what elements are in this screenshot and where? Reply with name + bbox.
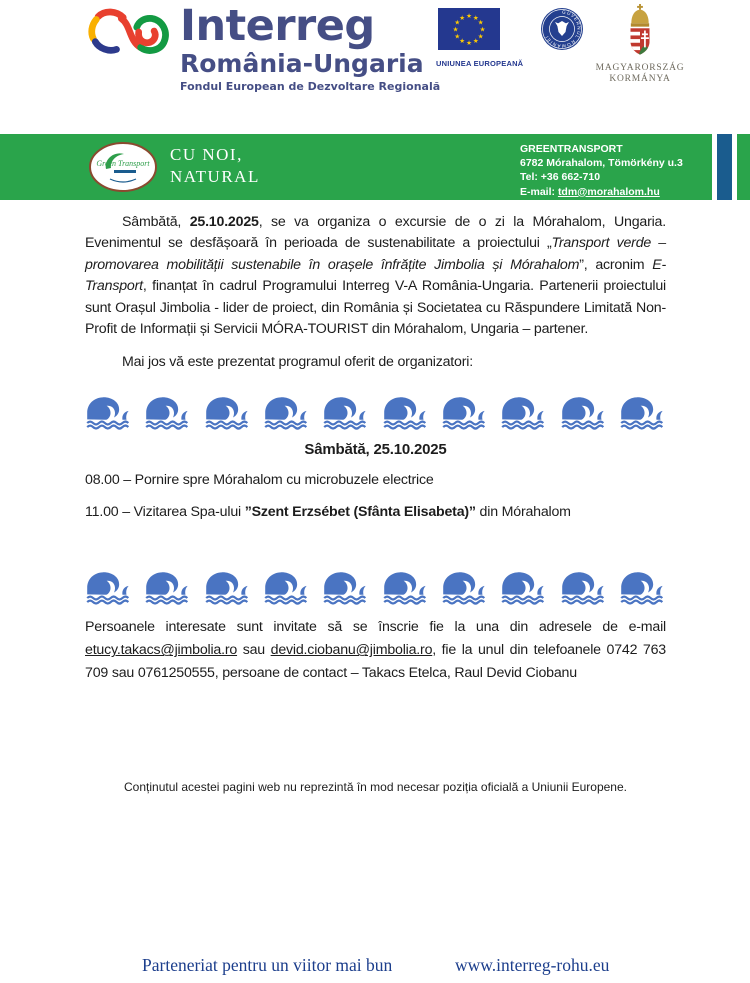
interreg-logo-icon (84, 6, 176, 60)
registration-paragraph (85, 616, 666, 685)
svg-text:★: ★ (477, 32, 484, 41)
org-email-link[interactable]: tdm@morahalom.hu (557, 185, 660, 198)
org-name: GREENTRANSPORT (520, 143, 623, 155)
hu-caption-line2: KORMÁNYA (609, 74, 671, 84)
svg-text:★: ★ (466, 39, 472, 47)
text-segment: , fie la unul din telefoanele 0742 763 709 sau 0761250555, persoane de contact – Takacs Etelca, Raul Devid Ciobanu (85, 642, 666, 682)
wave-row-1 (85, 388, 666, 434)
svg-text:★: ★ (459, 37, 466, 46)
text-segment: Persoanele interesate sunt invitate să se înscrie fie la una din adresele de e-mail (85, 619, 666, 636)
banner-stripe-gap-right (732, 134, 737, 200)
wave-icon (619, 390, 666, 434)
wave-icon (382, 390, 429, 434)
guvernul-romaniei-seal-icon (540, 7, 584, 51)
svg-text:★: ★ (454, 18, 461, 27)
eu-caption: UNIUNEA EUROPEANĂ (436, 59, 524, 68)
text-segment: Sâmbătă, (122, 214, 190, 230)
banner-contact-block (520, 142, 683, 199)
svg-text:Green Transport: Green Transport (96, 159, 150, 168)
svg-text:★: ★ (466, 12, 472, 20)
eu-disclaimer: Conținutul acestei pagini web nu reprezintă în mod necesar poziția oficială a Uniunii Europene. (124, 780, 627, 794)
interreg-wordmark (180, 2, 440, 94)
svg-text:★: ★ (452, 25, 459, 34)
footer-partnership-text: Parteneriat pentru un viitor mai bun (142, 955, 393, 975)
email-link[interactable]: devid.ciobanu@jimbolia.ro (270, 642, 433, 659)
wave-icon (441, 390, 488, 434)
wave-icon (144, 565, 191, 609)
banner-accent-stripe (717, 134, 732, 200)
interreg-title: Interreg (180, 1, 375, 51)
wave-icon (322, 565, 369, 609)
green-banner (0, 134, 750, 200)
wave-icon (85, 565, 132, 609)
svg-text:★: ★ (472, 13, 479, 22)
svg-text:★: ★ (472, 37, 479, 46)
text-segment: 08.00 – Pornire spre Mórahalom cu microbuzele electrice (85, 472, 434, 489)
wave-icon (619, 565, 666, 609)
hu-caption-line1: MAGYARORSZÁG (595, 63, 685, 73)
interreg-subtitle: România-Ungaria (180, 49, 424, 78)
wave-icon (263, 390, 310, 434)
text-segment: , finanțat în cadrul Programului Interreg V-A România-Ungaria. Partenerii proiectului sunt Orașul Jimbolia - lider de proiect, din România și Societatea cu Răspundere Limitată Non-Profit de Informații și Servicii MÓRA-TOURIST din Mórahalom, Ungaria – partener. (85, 278, 666, 338)
eu-flag-icon (438, 8, 500, 50)
wave-icon (500, 390, 547, 434)
wave-icon (560, 390, 607, 434)
program-item-1 (85, 470, 666, 491)
wave-icon (382, 565, 429, 609)
svg-text:GUVERNUL ROMÂNIEI: GUVERNUL ROMÂNIEI (544, 9, 582, 49)
org-phone: Tel: +36 662-710 (520, 171, 601, 184)
wave-row-2 (85, 563, 666, 609)
text-segment: Transport verde – promovarea mobilității sustenabile în orașele înfrățite Jimbolia și Mórahalom (85, 235, 666, 273)
banner-slogan (170, 144, 260, 188)
wave-icon (85, 390, 132, 434)
wave-icon (500, 565, 547, 609)
eu-flag-block (436, 8, 524, 68)
program-intro: Mai jos vă este prezentat programul oferit de organizatori: (122, 354, 473, 371)
text-segment: 11.00 – Vizitarea Spa-ului (85, 504, 245, 521)
text-segment: ”, acronim (579, 256, 653, 273)
svg-text:★: ★ (454, 32, 461, 41)
wave-icon (560, 565, 607, 609)
hungary-government-block (592, 4, 688, 85)
text-segment: 25.10.2025 (189, 214, 259, 230)
greentransport-oval-logo-icon (88, 141, 158, 193)
banner-slogan-line2: NATURAL (170, 167, 260, 186)
program-item-2 (85, 502, 666, 523)
wave-icon (204, 390, 251, 434)
wave-icon (144, 390, 191, 434)
wave-icon (204, 565, 251, 609)
program-title: Sâmbătă, 25.10.2025 (304, 441, 447, 459)
svg-text:★: ★ (477, 18, 484, 27)
svg-text:★: ★ (479, 25, 486, 34)
wave-icon (322, 390, 369, 434)
text-segment: ”Szent Erzsébet (Sfânta Elisabeta)” (244, 504, 476, 521)
wave-icon (263, 565, 310, 609)
svg-text:★: ★ (459, 13, 466, 22)
text-segment: sau (237, 642, 271, 659)
document-body (85, 212, 666, 685)
wave-icon (441, 565, 488, 609)
org-email-label: E-mail: (520, 185, 558, 198)
hungary-coat-of-arms-icon (625, 4, 655, 58)
text-segment: , se va organiza o excursie de o zi la Mórahalom, Ungaria. Evenimentul se desfășoară în perioada de sustenabilitate a proiectului „ (85, 214, 666, 252)
interreg-tagline: Fondul European de Dezvoltare Regională (180, 80, 441, 93)
banner-slogan-line1: CU NOI, (170, 145, 243, 164)
footer-website-link[interactable]: www.interreg-rohu.eu (455, 955, 610, 975)
text-segment: E-Transport (85, 256, 666, 295)
org-email-line (520, 185, 683, 199)
event-description-paragraph (85, 212, 666, 340)
org-address: 6782 Mórahalom, Tömörkény u.3 (520, 157, 683, 170)
email-link[interactable]: etucy.takacs@jimbolia.ro (85, 642, 238, 659)
text-segment: din Mórahalom (475, 504, 571, 521)
